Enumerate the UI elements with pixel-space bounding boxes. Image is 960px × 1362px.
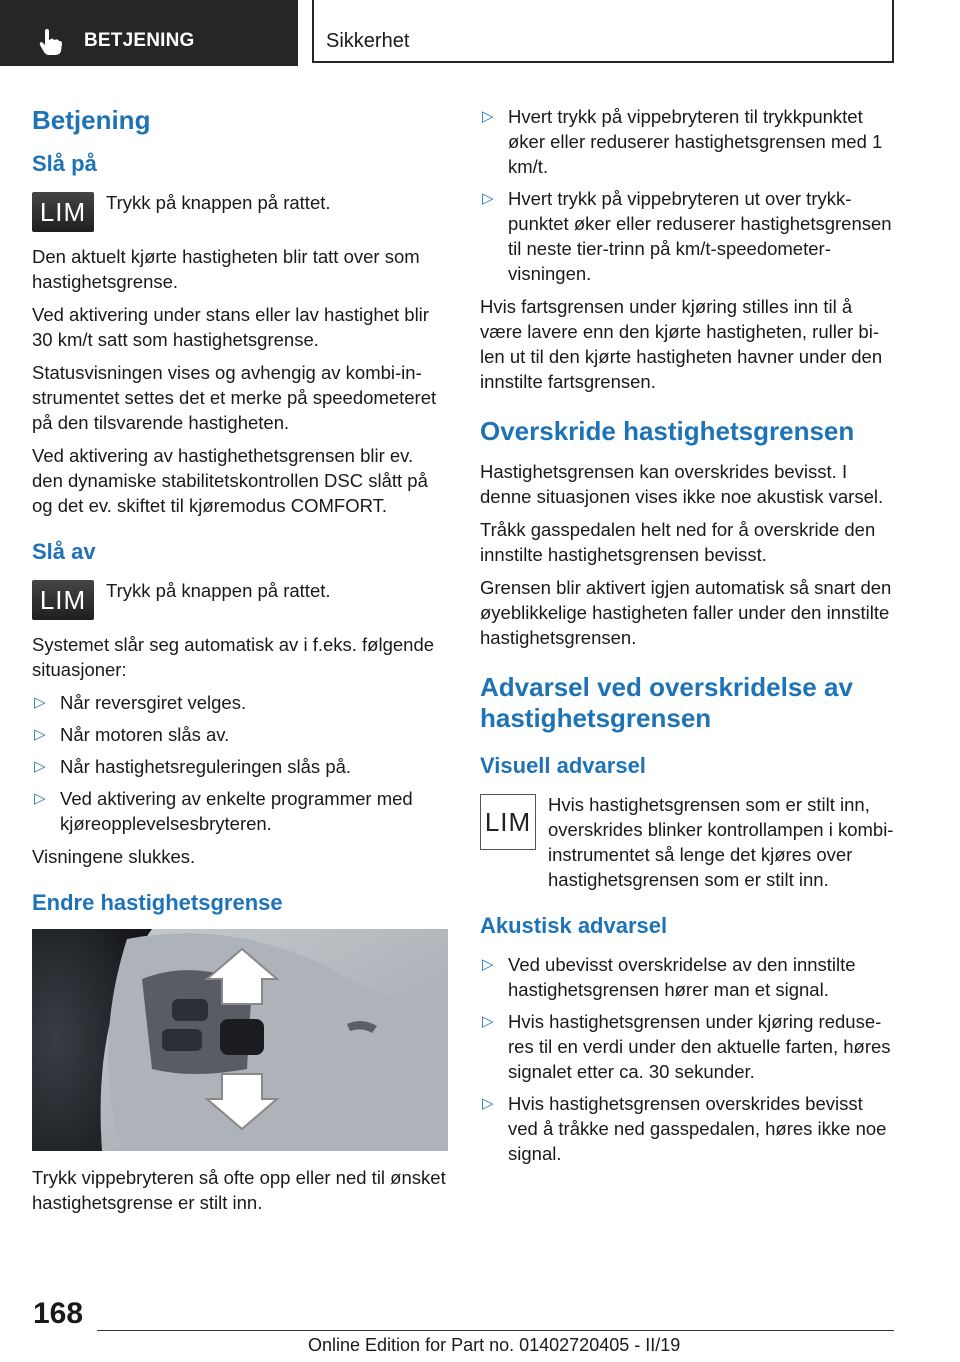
list-item: ▷ Hvis hastighetsgrensen under kjøring reduseres til en verdi under den aktuelle farten, høres signalet etter ca. 30 sekunder.: [482, 1011, 891, 1082]
lim-indicator-icon: LIM: [480, 794, 536, 850]
heading-slaa-paa: Slå på: [32, 151, 97, 176]
paragraph: Ved aktivering under stans eller lav hastighet blir 30 km/t satt som hastighetsgrense.: [32, 304, 429, 350]
paragraph: Hvis fartsgrensen under kjøring stilles inn til å være lavere enn den kjørte hastigheten, ruller bilen ut til den kjørte hastigheten havner under den innstilte fartsgrensen.: [480, 296, 883, 392]
list-item: ▷ Hvert trykk på vippebryteren til trykkpunktet øker eller reduserer hastighetsgrensen med 1 km/t.: [482, 106, 883, 177]
heading-advarsel: Advarsel ved overskridelse av hastighetsgrensen: [480, 672, 853, 733]
section-tab[interactable]: [312, 0, 894, 63]
visuell-advarsel-block: [480, 792, 896, 892]
paragraph: Grensen blir aktivert igjen automatisk så snart den øyeblikkelige hastigheten faller under den innstilte hastighetsgrensen.: [480, 577, 892, 648]
paragraph: Ved aktivering av hastighethetsgrensen blir ev. den dynamiske stabilitetskontrollen DSC slått på og det ev. skiftet til kjøremodus COMFORT.: [32, 445, 428, 516]
lim-button-icon: LIM: [32, 580, 94, 620]
heading-slaa-av: Slå av: [32, 539, 96, 564]
visuell-text: Hvis hastighetsgrensen som er stilt inn, overskrides blinker kontrollampen i kombi-instrumentet så lenge det kjøres over hastighetsgrensen som er stilt inn.: [548, 794, 894, 890]
list-item: ▷ Hvis hastighetsgrensen overskrides bevisst ved å tråkke ned gasspedalen, høres ikke noe signal.: [482, 1093, 887, 1164]
chapter-label: BETJENING: [84, 30, 195, 51]
slaa-paa-text: Trykk på knappen på rattet.: [106, 192, 331, 213]
slaa-av-text: Trykk på knappen på rattet.: [106, 580, 331, 601]
paragraph: Trykk vippebryteren så ofte opp eller ned til ønsket hastighetsgrense er stilt inn.: [32, 1167, 446, 1213]
lim-button-icon: LIM: [32, 192, 94, 232]
triangle-bullet-icon: ▷: [34, 790, 46, 807]
list-toggle-switch: [480, 104, 896, 286]
edition-text: Online Edition for Part no. 01402720405 - II/19: [308, 1335, 681, 1355]
page-number: 168: [33, 1297, 84, 1330]
chapter-tab[interactable]: [0, 0, 298, 66]
slaa-paa-instruction: [32, 190, 448, 232]
footer-divider: [97, 1330, 894, 1331]
triangle-bullet-icon: ▷: [482, 1095, 494, 1112]
paragraph: Visningene slukkes.: [32, 846, 196, 867]
triangle-bullet-icon: ▷: [482, 190, 494, 207]
section-label: Sikkerhet: [326, 30, 410, 52]
triangle-bullet-icon: ▷: [482, 108, 494, 125]
paragraph: Tråkk gasspedalen helt ned for å overskride den innstilte hastighetsgrensen bevisst.: [480, 519, 876, 565]
steering-wheel-photo: [32, 929, 448, 1151]
page-header: [0, 0, 960, 66]
steering-wheel-illustration: [32, 929, 448, 1151]
triangle-bullet-icon: ▷: [34, 694, 46, 711]
paragraph: Statusvisningen vises og avhengig av kombi-instrumentet settes det et merke på speedometeret på den tilsvarende hastigheten.: [32, 362, 437, 433]
paragraph: Den aktuelt kjørte hastigheten blir tatt over som hastighetsgrense.: [32, 246, 420, 292]
paragraph: Systemet slår seg automatisk av i f.eks. følgende situasjoner:: [32, 634, 435, 680]
right-column: [480, 96, 896, 1174]
list-item: ▷ Ved aktivering av enkelte programmer med kjøreopplevelsesbryteren.: [34, 788, 413, 834]
heading-akustisk: Akustisk advarsel: [480, 913, 668, 938]
left-column: [32, 96, 448, 1223]
triangle-bullet-icon: ▷: [482, 956, 494, 973]
heading-betjening: Betjening: [32, 105, 151, 135]
list-akustisk: [480, 952, 896, 1166]
list-item: ▷ Hvert trykk på vippebryteren ut over trykkpunktet øker eller reduserer hastighetsgrensen til neste tier-trinn på km/t-speedometervisningen.: [482, 188, 892, 284]
list-item: ▷ Ved ubevisst overskridelse av den innstilte hastighetsgrensen hører man et signal.: [482, 954, 856, 1000]
heading-endre: Endre hastighetsgrense: [32, 890, 283, 915]
slaa-av-instruction: [32, 578, 448, 620]
list-item: ▷ Når hastighetsreguleringen slås på.: [34, 756, 352, 777]
triangle-bullet-icon: ▷: [34, 726, 46, 743]
list-item: ▷ Når motoren slås av.: [34, 724, 230, 745]
hand-pointer-icon: [36, 27, 66, 57]
list-auto-off: [32, 690, 448, 836]
triangle-bullet-icon: ▷: [482, 1013, 494, 1030]
heading-overskride: Overskride hastighetsgrensen: [480, 416, 855, 446]
paragraph: Hastighetsgrensen kan overskrides bevisst. I denne situasjonen vises ikke noe akustisk varsel.: [480, 461, 884, 507]
list-item: ▷ Når reversgiret velges.: [34, 692, 247, 713]
triangle-bullet-icon: ▷: [34, 758, 46, 775]
heading-visuell: Visuell advarsel: [480, 753, 646, 778]
